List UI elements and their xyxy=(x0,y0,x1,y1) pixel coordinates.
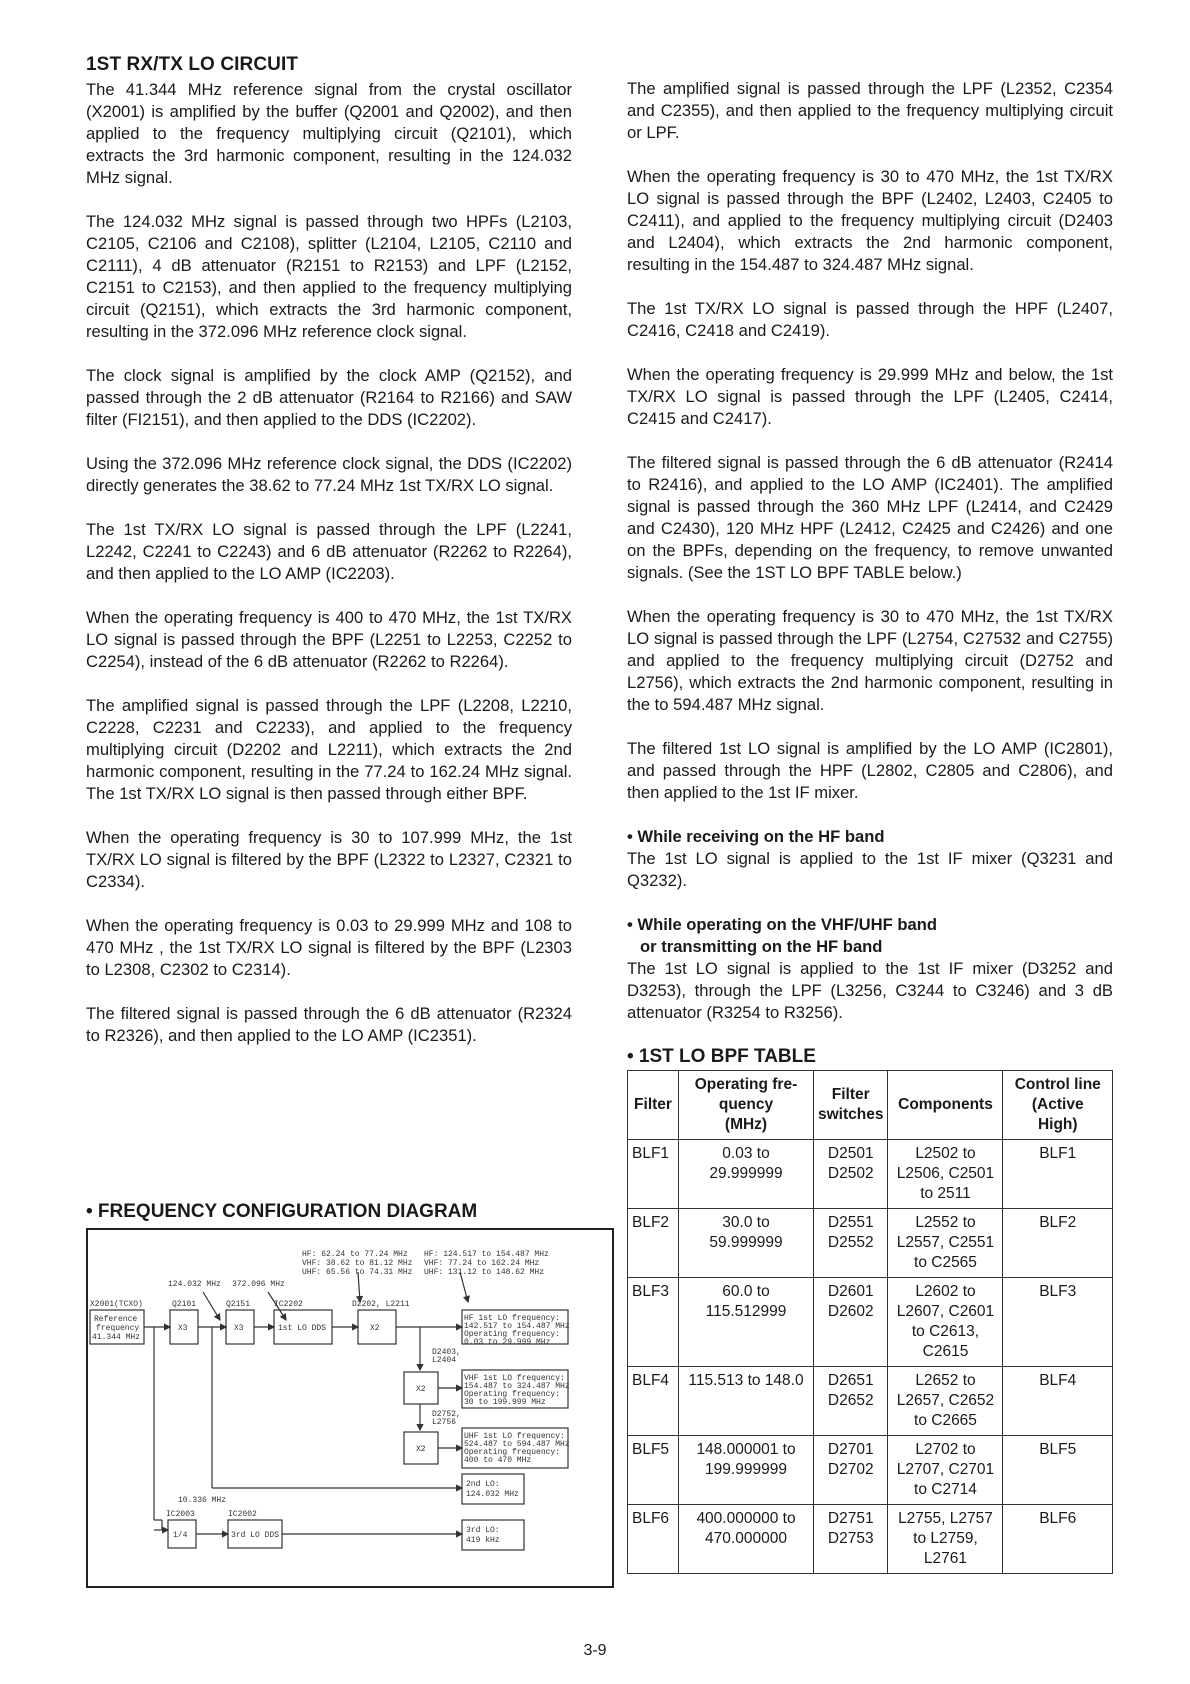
label-d2403: D2403, xyxy=(432,1348,461,1357)
cell-switches: D2651 D2652 xyxy=(814,1367,888,1436)
out-hf3: Operating frequency: xyxy=(464,1330,561,1339)
block-dds3: 3rd LO DDS xyxy=(231,1531,280,1540)
paragraph: The amplified signal is passed through the LPF (L2208, L2210, C2228, C2231 and C2233), and applied to the frequency multiplying circuit (D2202 and L2211), which extracts the 2nd harmonic component, resulting in the 77.24 to 162.24 MHz signal. The 1st TX/RX LO signal is then passed through either BPF. xyxy=(86,696,572,803)
freq-arrow-124 xyxy=(203,1292,220,1320)
table-row xyxy=(628,1505,1113,1574)
cell-components: L2552 to L2557, C2551 to C2565 xyxy=(888,1209,1003,1278)
out-vhf3: Operating frequency: xyxy=(464,1390,561,1399)
cell-filter: BLF5 xyxy=(628,1436,679,1505)
out-hf4: 0.03 to 29.999 MHz xyxy=(464,1338,551,1347)
block-ref1: Reference xyxy=(94,1315,138,1324)
out-lo3a: 3rd LO: xyxy=(466,1526,500,1535)
header-switches: Filter switches xyxy=(814,1071,888,1140)
label-d2752: D2752, xyxy=(432,1410,461,1419)
vhf-heading-line2: or transmitting on the HF band xyxy=(640,937,883,956)
table-header-row xyxy=(628,1071,1113,1140)
out-uhf2: 524.487 to 594.487 MHz xyxy=(464,1440,570,1449)
section-title: 1ST RX/TX LO CIRCUIT xyxy=(86,54,299,75)
cell-frequency: 400.000000 to 470.000000 xyxy=(679,1505,814,1574)
label-l2404: L2404 xyxy=(432,1356,457,1365)
hf-receive-heading: • While receiving on the HF band xyxy=(627,827,885,846)
paragraph: When the operating frequency is 30 to 107.999 MHz, the 1st TX/RX LO signal is filtered by the BPF (L2322 to L2327, C2321 to C2334). xyxy=(86,828,572,891)
cell-switches: D2601 D2602 xyxy=(814,1278,888,1367)
freq-label-124: 124.032 MHz xyxy=(168,1280,221,1289)
vhf-heading xyxy=(627,914,1113,958)
cell-control: BLF2 xyxy=(1003,1209,1113,1278)
paragraph: The 1st TX/RX LO signal is passed through the HPF (L2407, C2416, C2418 and C2419). xyxy=(627,299,1113,340)
cell-filter: BLF4 xyxy=(628,1367,679,1436)
label-l2756: L2756 xyxy=(432,1418,457,1427)
cell-switches: D2701 D2702 xyxy=(814,1436,888,1505)
out-uhf1: UHF 1st LO frequency: xyxy=(464,1432,565,1441)
note-hf2: HF: 124.517 to 154.487 MHz xyxy=(424,1250,549,1259)
cell-switches: D2551 D2552 xyxy=(814,1209,888,1278)
right-column xyxy=(627,78,1113,1574)
block-div: 1/4 xyxy=(173,1531,188,1540)
lo3-output-block xyxy=(462,1520,524,1550)
paragraph: When the operating frequency is 0.03 to 29.999 MHz and 108 to 470 MHz , the 1st TX/RX LO signal is filtered by the BPF (L2303 to L2308, C2302 to C2314). xyxy=(86,916,572,979)
cell-filter: BLF6 xyxy=(628,1505,679,1574)
paragraph: When the operating frequency is 400 to 470 MHz, the 1st TX/RX LO signal is passed through the BPF (L2251 to L2253, C2252 to C2254), instead of the 6 dB attenuator (R2262 to R2264). xyxy=(86,608,572,671)
note-vhf2: VHF: 77.24 to 162.24 MHz xyxy=(424,1259,540,1268)
header-frequency: Operating fre- quency (MHz) xyxy=(679,1071,814,1140)
out-hf2: 142.517 to 154.487 MHz xyxy=(464,1322,570,1331)
cell-control: BLF1 xyxy=(1003,1140,1113,1209)
cell-frequency: 30.0 to 59.999999 xyxy=(679,1209,814,1278)
out-lo3b: 419 kHz xyxy=(466,1536,500,1545)
out-lo2b: 124.032 MHz xyxy=(466,1490,519,1499)
label-x2001: X2001(TCXO) xyxy=(90,1300,143,1309)
out-uhf3: Operating frequency: xyxy=(464,1448,561,1457)
cell-frequency: 148.000001 to 199.999999 xyxy=(679,1436,814,1505)
label-q2151: Q2151 xyxy=(226,1300,251,1309)
cell-switches: D2501 D2502 xyxy=(814,1140,888,1209)
left-column xyxy=(86,54,572,1069)
label-d2202: D2202, L2211 xyxy=(352,1300,410,1309)
paragraph: The 1st LO signal is applied to the 1st IF mixer (Q3231 and Q3232). xyxy=(627,849,1113,890)
block-ref3: 41.344 MHz xyxy=(92,1333,141,1342)
bpf-table xyxy=(627,1070,1113,1574)
cell-switches: D2751 D2753 xyxy=(814,1505,888,1574)
paragraph: The 124.032 MHz signal is passed through two HPFs (L2103, C2105, C2106 and C2108), splitter (L2104, L2105, C2110 and C2111), 4 dB attenuator (R2151 to R2153) and LPF (L2152, C2151 to C2153), and then applied to the frequency multiplying circuit (Q2151), which extracts the 3rd harmonic component, resulting in the 372.096 MHz reference clock signal. xyxy=(86,212,572,341)
out-lo2a: 2nd LO: xyxy=(466,1480,500,1489)
table-row xyxy=(628,1367,1113,1436)
label-ic2202: IC2202 xyxy=(274,1300,303,1309)
out-vhf1: VHF 1st LO frequency: xyxy=(464,1374,565,1383)
paragraph: The 1st LO signal is applied to the 1st IF mixer (D3252 and D3253), through the LPF (L3256, C3244 to C3246) and 3 dB attenuator (R3254 to R3256). xyxy=(627,959,1113,1022)
cell-components: L2702 to L2707, C2701 to C2714 xyxy=(888,1436,1003,1505)
cell-control: BLF4 xyxy=(1003,1367,1113,1436)
out-hf1: HF 1st LO frequency: xyxy=(464,1314,561,1323)
label-q2101: Q2101 xyxy=(172,1300,197,1309)
freq-label-372: 372.096 MHz xyxy=(232,1280,285,1289)
out-vhf2: 154.487 to 324.487 MHz xyxy=(464,1382,570,1391)
block-dds1: 1st LO DDS xyxy=(278,1324,327,1333)
header-filter: Filter xyxy=(628,1071,679,1140)
paragraph: The filtered 1st LO signal is amplified by the LO AMP (IC2801), and passed through the HPF (L2802, C2805 and C2806), and then applied to the 1st IF mixer. xyxy=(627,739,1113,802)
cell-components: L2755, L2757 to L2759, L2761 xyxy=(888,1505,1003,1574)
paragraph: When the operating frequency is 30 to 470 MHz, the 1st TX/RX LO signal is passed through the BPF (L2402, L2403, C2405 to C2411), and applied to the frequency multiplying circuit (D2403 and L2404), which extracts the 2nd harmonic component, resulting in the 154.487 to 324.487 MHz signal. xyxy=(627,167,1113,274)
table-row xyxy=(628,1278,1113,1367)
header-components: Components xyxy=(888,1071,1003,1140)
cell-filter: BLF1 xyxy=(628,1140,679,1209)
label-ic2002: IC2002 xyxy=(228,1510,257,1519)
table-row xyxy=(628,1209,1113,1278)
paragraph: The filtered signal is passed through the 6 dB attenuator (R2324 to R2326), and then applied to the LO AMP (IC2351). xyxy=(86,1004,572,1045)
paragraph: The clock signal is amplified by the clock AMP (Q2152), and passed through the 2 dB attenuator (R2164 to R2166) and SAW filter (FI2151), and then applied to the DDS (IC2202). xyxy=(86,366,572,429)
table-row xyxy=(628,1140,1113,1209)
bpf-table-title: • 1ST LO BPF TABLE xyxy=(627,1046,816,1067)
paragraph: The 1st TX/RX LO signal is passed through the LPF (L2241, L2242, C2241 to C2243) and 6 dB attenuator (R2262 to R2264), and then applied to the LO AMP (IC2203). xyxy=(86,520,572,583)
freq-label-10: 10.336 MHz xyxy=(178,1496,227,1505)
label-ic2003: IC2003 xyxy=(166,1510,195,1519)
page-number: 3-9 xyxy=(583,1642,607,1659)
cell-components: L2602 to L2607, C2601 to C2613, C2615 xyxy=(888,1278,1003,1367)
cell-control: BLF3 xyxy=(1003,1278,1113,1367)
vhf-heading-line1: • While operating on the VHF/UHF band xyxy=(627,915,938,934)
cell-frequency: 115.513 to 148.0 xyxy=(679,1367,814,1436)
cell-components: L2502 to L2506, C2501 to 2511 xyxy=(888,1140,1003,1209)
block-ref2: frequency xyxy=(96,1324,140,1333)
table-row xyxy=(628,1436,1113,1505)
lo2-output-block xyxy=(462,1474,524,1504)
cell-control: BLF6 xyxy=(1003,1505,1113,1574)
paragraph: The filtered signal is passed through the 6 dB attenuator (R2414 to R2416), and applied to the LO AMP (IC2401). The amplified signal is passed through the 360 MHz LPF (L2414, and C2429 and C2430), 120 MHz HPF (L2412, C2425 and C2426) and one on the BPFs, depending on the frequency, to remove unwanted signals. (See the 1ST LO BPF TABLE below.) xyxy=(627,453,1113,582)
paragraph: The amplified signal is passed through the LPF (L2352, C2354 and C2355), and then applied to the frequency multiplying circuit or LPF. xyxy=(627,79,1113,142)
note-vhf1: VHF: 38.62 to 81.12 MHz xyxy=(302,1259,413,1268)
cell-control: BLF5 xyxy=(1003,1436,1113,1505)
paragraph: When the operating frequency is 30 to 470 MHz, the 1st TX/RX LO signal is passed through the LPF (L2754, C27532 and C2755) and applied to the frequency multiplying circuit (D2752 and L2756), which extracts the 2nd harmonic component, resulting in the to 594.487 MHz signal. xyxy=(627,607,1113,714)
block-x2b: X2 xyxy=(416,1385,426,1394)
cell-frequency: 0.03 to 29.999999 xyxy=(679,1140,814,1209)
cell-filter: BLF2 xyxy=(628,1209,679,1278)
paragraph: When the operating frequency is 29.999 MHz and below, the 1st TX/RX LO signal is passed through the LPF (L2405, C2414, C2415 and C2417). xyxy=(627,365,1113,428)
block-x3a: X3 xyxy=(178,1324,188,1333)
block-x2c: X2 xyxy=(416,1445,426,1454)
out-uhf4: 400 to 470 MHz xyxy=(464,1456,532,1465)
diagram-title: • FREQUENCY CONFIGURATION DIAGRAM xyxy=(86,1201,478,1222)
cell-components: L2652 to L2657, C2652 to C2665 xyxy=(888,1367,1003,1436)
cell-frequency: 60.0 to 115.512999 xyxy=(679,1278,814,1367)
cell-filter: BLF3 xyxy=(628,1278,679,1367)
out-vhf4: 30 to 199.999 MHz xyxy=(464,1398,546,1407)
note-uhf1: UHF: 65.56 to 74.31 MHz xyxy=(302,1268,413,1277)
note-hf1: HF: 62.24 to 77.24 MHz xyxy=(302,1250,408,1259)
header-control-line: Control line (Active High) xyxy=(1003,1071,1113,1140)
block-x2a: X2 xyxy=(370,1324,380,1333)
block-x3b: X3 xyxy=(234,1324,244,1333)
frequency-configuration-diagram xyxy=(86,1228,614,1588)
paragraph: Using the 372.096 MHz reference clock signal, the DDS (IC2202) directly generates the 38.62 to 77.24 MHz 1st TX/RX LO signal. xyxy=(86,454,572,495)
paragraph: The 41.344 MHz reference signal from the crystal oscillator (X2001) is amplified by the buffer (Q2001 and Q2002), and then applied to the frequency multiplying circuit (Q2101), which extracts the 3rd harmonic component, resulting in the 124.032 MHz signal. xyxy=(86,80,572,187)
note-uhf2: UHF: 131.12 to 148.62 MHz xyxy=(424,1268,545,1277)
